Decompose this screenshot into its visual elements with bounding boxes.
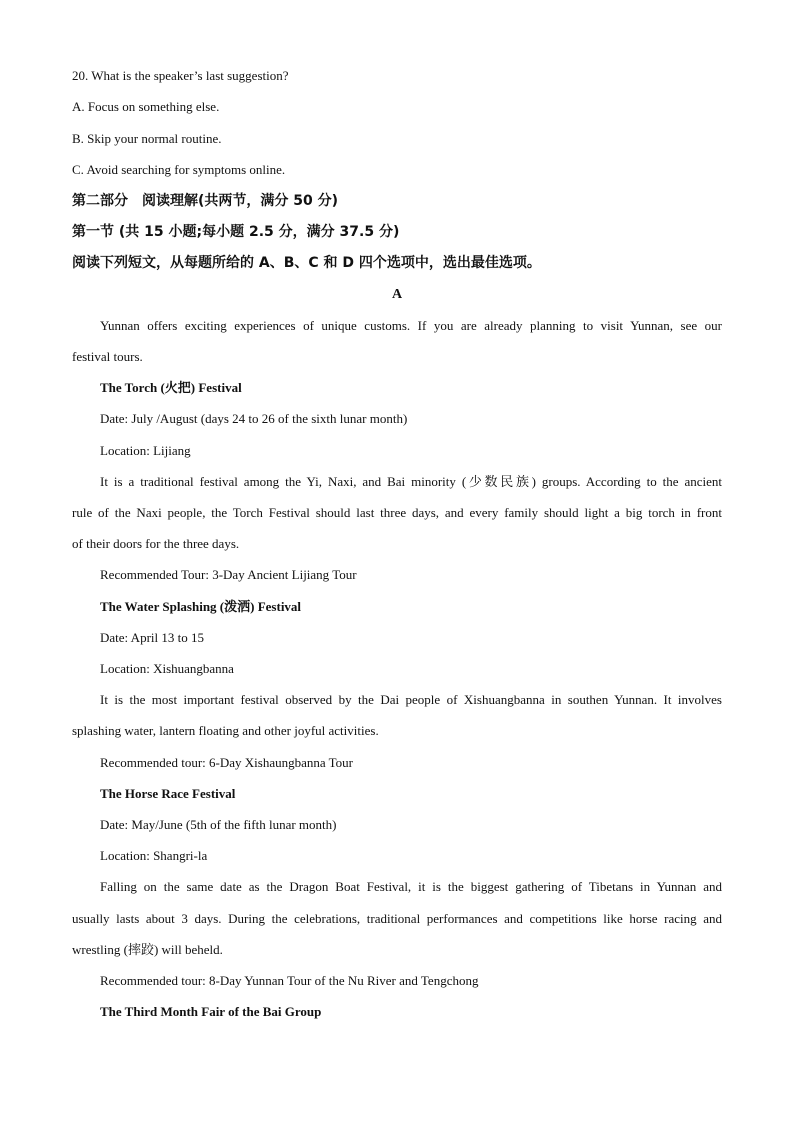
part-heading: 第二部分 阅读理解(共两节，满分 50 分) [72,193,339,209]
festival-title: The Third Month Fair of the Bai Group [100,1004,322,1019]
festival-description: It is the most important festival observed by the Dai people of Xishuangbanna in southen Yunnan. It involves [100,692,722,707]
festival-location: Location: Xishuangbanna [100,661,234,676]
festival-title: The Water Splashing (泼洒) Festival [100,599,302,614]
intro-line-2: festival tours. [72,349,143,364]
recommended-tour: Recommended tour: 6-Day Xishaungbanna Tour [100,755,354,770]
recommended-tour: Recommended Tour: 3-Day Ancient Lijiang Tour [100,567,357,582]
festival-description: usually lasts about 3 days. During the celebrations, traditional performances and competitions like horse racing and [72,911,722,926]
question-stem: 20. What is the speaker’s last suggestion? [72,68,289,83]
festival-title: The Horse Race Festival [100,786,236,801]
festival-date: Date: May/June (5th of the fifth lunar month) [100,817,337,832]
festival-description: of their doors for the three days. [72,536,240,551]
instruction: 阅读下列短文，从每题所给的 A、B、C 和 D 四个选项中，选出最佳选项。 [72,255,541,271]
festival-description: rule of the Naxi people, the Torch Festival should last three days, and every family should light a big torch in front [72,505,722,520]
passage-label: A [391,287,403,302]
festival-title: The Torch (火把) Festival [100,380,242,395]
festival-date: Date: April 13 to 15 [100,630,204,645]
festival-description: splashing water, lantern floating and other joyful activities. [72,723,379,738]
festival-date: Date: July /August (days 24 to 26 of the sixth lunar month) [100,411,408,426]
festival-description: It is a traditional festival among the Yi, Naxi, and Bai minority (少数民族) groups. According to the ancient [100,474,722,489]
option-b: B. Skip your normal routine. [72,131,222,146]
festival-location: Location: Shangri-la [100,848,208,863]
option-a: A. Focus on something else. [72,99,220,114]
subsection-heading: 第一节 (共 15 小题;每小题 2.5 分，满分 37.5 分) [72,224,400,240]
recommended-tour: Recommended tour: 8-Day Yunnan Tour of the Nu River and Tengchong [100,973,479,988]
festival-location: Location: Lijiang [100,443,191,458]
festival-description: wrestling (摔跤) will beheld. [72,942,223,957]
option-c: C. Avoid searching for symptoms online. [72,162,286,177]
festival-description: Falling on the same date as the Dragon Boat Festival, it is the biggest gathering of Tibetans in Yunnan and [100,879,722,894]
intro-line-1: Yunnan offers exciting experiences of unique customs. If you are already planning to visit Yunnan, see our [100,318,722,333]
